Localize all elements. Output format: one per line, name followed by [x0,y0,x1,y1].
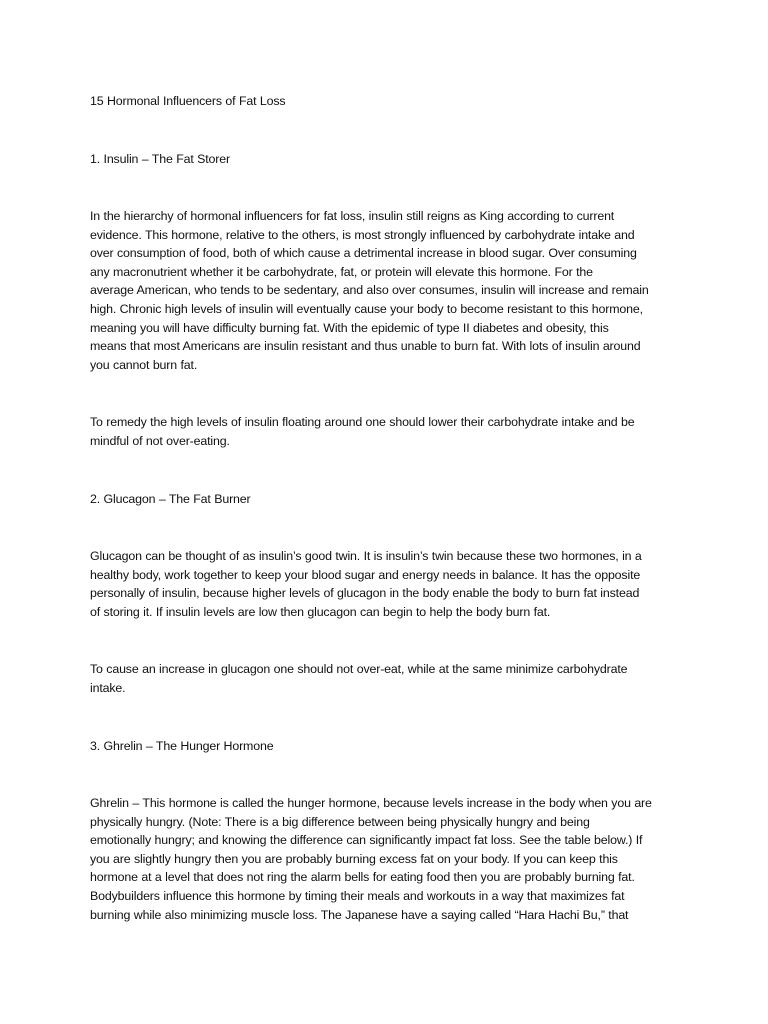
text-line: any macronutrient whether it be carbohydrate, fat, or protein will elevate this hormone. For the [90,264,593,279]
text-line: intake. [90,680,126,695]
text-line: you are slightly hungry then you are probably burning excess fat on your body. If you can keep this [90,851,618,866]
text-line: Ghrelin – This hormone is called the hunger hormone, because levels increase in the body when you are [90,796,652,810]
text-line: burning while also minimizing muscle loss. The Japanese have a saying called “Hara Hachi Bu,” that [90,907,629,922]
paragraph-insulin-remedy [90,413,690,450]
text-line: high. Chronic high levels of insulin will eventually cause your body to become resistant to this hormone, [90,301,643,316]
text-line: of storing it. If insulin levels are low then glucagon can begin to help the body burn fat. [90,604,551,619]
text-line: you cannot burn fat. [90,357,198,372]
text-line: means that most Americans are insulin resistant and thus unable to burn fat. With lots of insulin around [90,339,641,354]
text-line: evidence. This hormone, relative to the others, is most strongly influenced by carbohydrate intake and [90,227,635,242]
text-line: healthy body, work together to keep your blood sugar and energy needs in balance. It has the opposite [90,567,641,582]
text-line: personally of insulin, because higher levels of glucagon in the body enable the body to burn fat instead [90,586,640,601]
text-line: physically hungry. (Note: There is a big difference between being physically hungry and being [90,814,590,829]
text-line: average American, who tends to be sedentary, and also over consumes, insulin will increase and remain [90,283,649,298]
paragraph-insulin-overview [90,207,690,374]
section-heading-insulin: 1. Insulin – The Fat Storer [90,152,230,166]
section-heading-glucagon: 2. Glucagon – The Fat Burner [90,492,251,506]
text-line: over consumption of food, both of which cause a detrimental increase in blood sugar. Over consuming [90,246,637,261]
section-heading-ghrelin: 3. Ghrelin – The Hunger Hormone [90,739,274,753]
document-title: 15 Hormonal Influencers of Fat Loss [90,94,286,108]
text-line: To remedy the high levels of insulin floating around one should lower their carbohydrate intake and be [90,415,635,429]
text-line: To cause an increase in glucagon one should not over-eat, while at the same minimize carbohydrate [90,662,628,676]
paragraph-glucagon-remedy [90,660,690,697]
text-line: mindful of not over-eating. [90,433,230,448]
paragraph-glucagon-overview [90,547,690,621]
text-line: hormone at a level that does not ring the alarm bells for eating food then you are probably burning fat. [90,870,635,885]
text-line: Bodybuilders influence this hormone by timing their meals and workouts in a way that maximizes fat [90,888,625,903]
text-line: emotionally hungry; and knowing the difference can significantly impact fat loss. See the table below.) If [90,833,643,848]
text-line: Glucagon can be thought of as insulin’s good twin. It is insulin’s twin because these two hormones, in a [90,549,642,563]
text-line: meaning you will have difficulty burning fat. With the epidemic of type II diabetes and obesity, this [90,320,609,335]
text-line: In the hierarchy of hormonal influencers for fat loss, insulin still reigns as King according to current [90,209,615,223]
paragraph-ghrelin-overview [90,794,690,924]
